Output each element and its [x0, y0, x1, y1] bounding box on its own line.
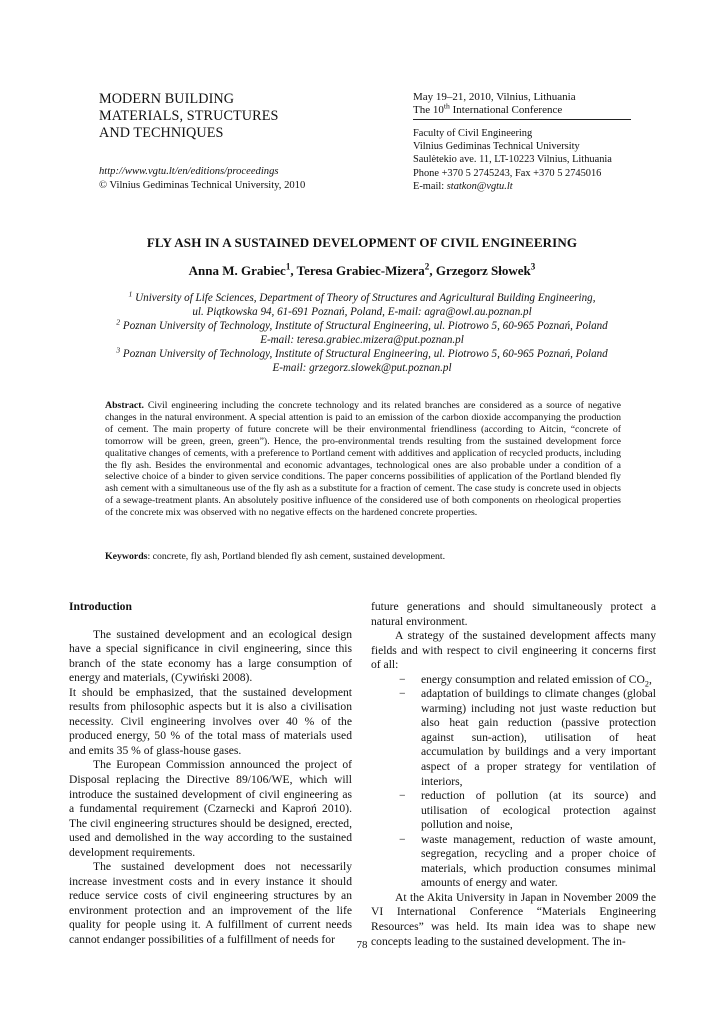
conference-date: May 19–21, 2010, Vilnius, Lithuania — [413, 91, 576, 103]
publisher-info — [99, 165, 305, 192]
conference-name — [413, 101, 631, 117]
affiliation — [60, 291, 664, 305]
faculty-line: Faculty of Civil Engineering — [413, 128, 533, 139]
proceedings-url[interactable]: http://www.vgtu.lt/en/editions/proceedings — [99, 166, 279, 177]
paper-title: FLY ASH IN A SUSTAINED DEVELOPMENT OF CIVIL ENGINEERING — [146, 235, 578, 250]
list-item — [371, 833, 656, 891]
affiliation-line: ul. Piątkowska 94, 61-691 Poznań, Poland, E-mail: agra@owl.au.poznan.pl — [192, 306, 532, 318]
paragraph: It should be emphasized, that the sustained development results from philosophic aspects but it is also a civilisation necessity. Civil engineering involves over 40 % of the produced energy, 50 % of the total mass of materials used and emits 35 % of glass-house gases. — [69, 685, 352, 757]
author-affil-mark: 3 — [530, 261, 536, 272]
paragraph: The European Commission announced the project of Disposal replacing the Directive 89/106/WE, which will introduce the sustained development of civil engineering as a fundamental requirement (Czarnecki and Kaproń 2010). The civil engineering structures should be designed, erected, used and demolished in the way according to the sustained development requirements. — [69, 758, 352, 859]
header-divider — [413, 119, 631, 120]
list-item-subscript: 2 — [644, 679, 649, 689]
affiliation-line: E-mail: teresa.grabiec.mizera@put.poznan.pl — [260, 334, 464, 346]
affiliation-line: Poznan University of Technology, Institute of Structural Engineering, ul. Piotrowo 5, 60-965 Poznań, Poland — [120, 320, 608, 332]
affiliation-line: E-mail: grzegorz.slowek@put.poznan.pl — [272, 362, 452, 374]
abstract-text: Civil engineering including the concrete technology and its related branches are considered as a source of negative changes in the natural environment. A special attention is paid to an emission of the carbon dioxide accompanying the production of cement. The main property of future concrete will be their environmental friendliness (according to Aitcin, “concrete of tomorrow will be green, green, green”). Hence, the pro-environmental trends resulting from the sustained development force qualitative changes of cements, with a preference to Portland cement with additives and application of recycled products, including the fly ash. Besides the environmental and economic advantages, technological ones are also probable under a condition of a selective choice of a binder to given service conditions. The paper concerns possibilities of application of the Portland blended fly ash cement with a simultaneous use of the fly ash as a substitute for a fraction of cement. The case study is concrete used in objects of a sewage-treatment plants. An absolutely positive influence of the considered use of both components on rheological properties of the concrete mix was observed with no negative effects on the hardened concrete properties. — [105, 400, 621, 519]
affiliation-mark: 3 — [116, 345, 121, 355]
paragraph: The sustained development does not necessarily increase investment costs and in every instance it should reduce service costs of civil engineering structures by an environment protection and an improvement of the life quality for people using it. A fulfillment of current needs cannot endanger possibilities of a fulfillment of needs for — [69, 860, 352, 947]
journal-title-line: MATERIALS, STRUCTURES — [99, 108, 279, 124]
affiliation-line: Poznan University of Technology, Institute of Structural Engineering, ul. Piotrowo 5, 60-965 Poznań, Poland — [120, 348, 608, 360]
author-name: Teresa Grabiec-Mizera — [296, 263, 425, 278]
list-item-text: waste management, reduction of waste amount, segregation, recycling and a proper choice of materials, which production consumes minimal amounts of energy and water. — [421, 832, 656, 890]
paragraph: At the Akita University in Japan in November 2009 the VI International Conference “Materials Engineering Resources” was held. Its main idea was to shape new concepts leading to the sustained development. The in- — [371, 890, 656, 948]
dash-bullet: − — [399, 687, 406, 701]
author-separator: , — [290, 263, 297, 278]
author-affil-mark: 2 — [424, 261, 430, 272]
faculty-line: Vilnius Gediminas Technical University — [413, 141, 580, 153]
conference-name-number: The 10 — [413, 104, 444, 117]
keywords — [105, 551, 621, 563]
faculty-address — [413, 127, 612, 193]
email-label: E-mail: — [413, 180, 447, 192]
dash-bullet: − — [399, 832, 406, 846]
list-item — [371, 673, 656, 688]
dash-bullet: − — [399, 789, 406, 803]
conference-name-ordinal: th — [443, 101, 450, 111]
author-affil-mark: 1 — [285, 261, 291, 272]
affiliation — [60, 319, 664, 333]
paragraph: The sustained development and an ecological design have a special significance in civil engineering, since this branch of the state economy has a large consumption of energy and materials, (Cywiński 2008). — [69, 627, 352, 685]
faculty-email-line — [413, 180, 612, 193]
body-column-right — [371, 600, 656, 949]
paragraph: A strategy of the sustained development affects many fields and with respect to civil engineering it concerns first of all: — [371, 629, 656, 672]
list-item — [371, 687, 656, 789]
list-item — [371, 789, 656, 833]
list-item-text: reduction of pollution (at its source) and utilisation of ecological protection against pollution and noise, — [421, 789, 656, 832]
faculty-email[interactable]: statkon@vgtu.lt — [446, 180, 513, 192]
conference-name-text: International Conference — [449, 104, 563, 117]
affiliations — [60, 291, 664, 375]
faculty-line: Saulėtekio ave. 11, LT-10223 Vilnius, Lithuania — [413, 154, 612, 166]
dash-bullet: − — [399, 672, 406, 686]
keywords-label: Keywords — [105, 551, 148, 562]
journal-title-line: MODERN BUILDING — [99, 91, 235, 107]
section-heading: Introduction — [69, 600, 132, 613]
page-number: 78 — [356, 939, 368, 951]
list-item-text: energy consumption and related emission of CO — [421, 672, 645, 686]
list-item-text-end: , — [648, 672, 652, 686]
affiliation-mark: 2 — [116, 317, 121, 327]
list-item-text: adaptation of buildings to climate changes (global warming) including not just waste reduction but also heat gain reduction (passive protection against sun-action), utilisation of heat accumulation by buildings and a very important aspect of a proper strategy for ventilation of interiors, — [421, 687, 656, 788]
affiliation-mark: 1 — [128, 289, 133, 299]
author-list — [0, 263, 724, 279]
keywords-text: : concrete, fly ash, Portland blended fly ash cement, sustained development. — [147, 551, 446, 562]
conference-info — [413, 91, 631, 118]
affiliation — [60, 347, 664, 361]
author-name: Anna M. Grabiec — [188, 263, 286, 278]
abstract-label: Abstract. — [105, 400, 144, 411]
author-name: Grzegorz Słowek — [435, 263, 531, 278]
journal-title — [99, 91, 278, 142]
body-column-left — [69, 600, 352, 948]
abstract — [105, 400, 621, 519]
paragraph: future generations and should simultaneously protect a natural environment. — [371, 600, 656, 628]
faculty-line: Phone +370 5 2745243, Fax +370 5 2745016 — [413, 167, 602, 179]
affiliation-line: University of Life Sciences, Department of Theory of Structures and Agricultural Building Engineering, — [132, 292, 596, 304]
copyright-notice: © Vilnius Gediminas Technical University, 2010 — [99, 179, 306, 191]
journal-title-line: AND TECHNIQUES — [99, 125, 224, 141]
author-separator: , — [429, 263, 436, 278]
